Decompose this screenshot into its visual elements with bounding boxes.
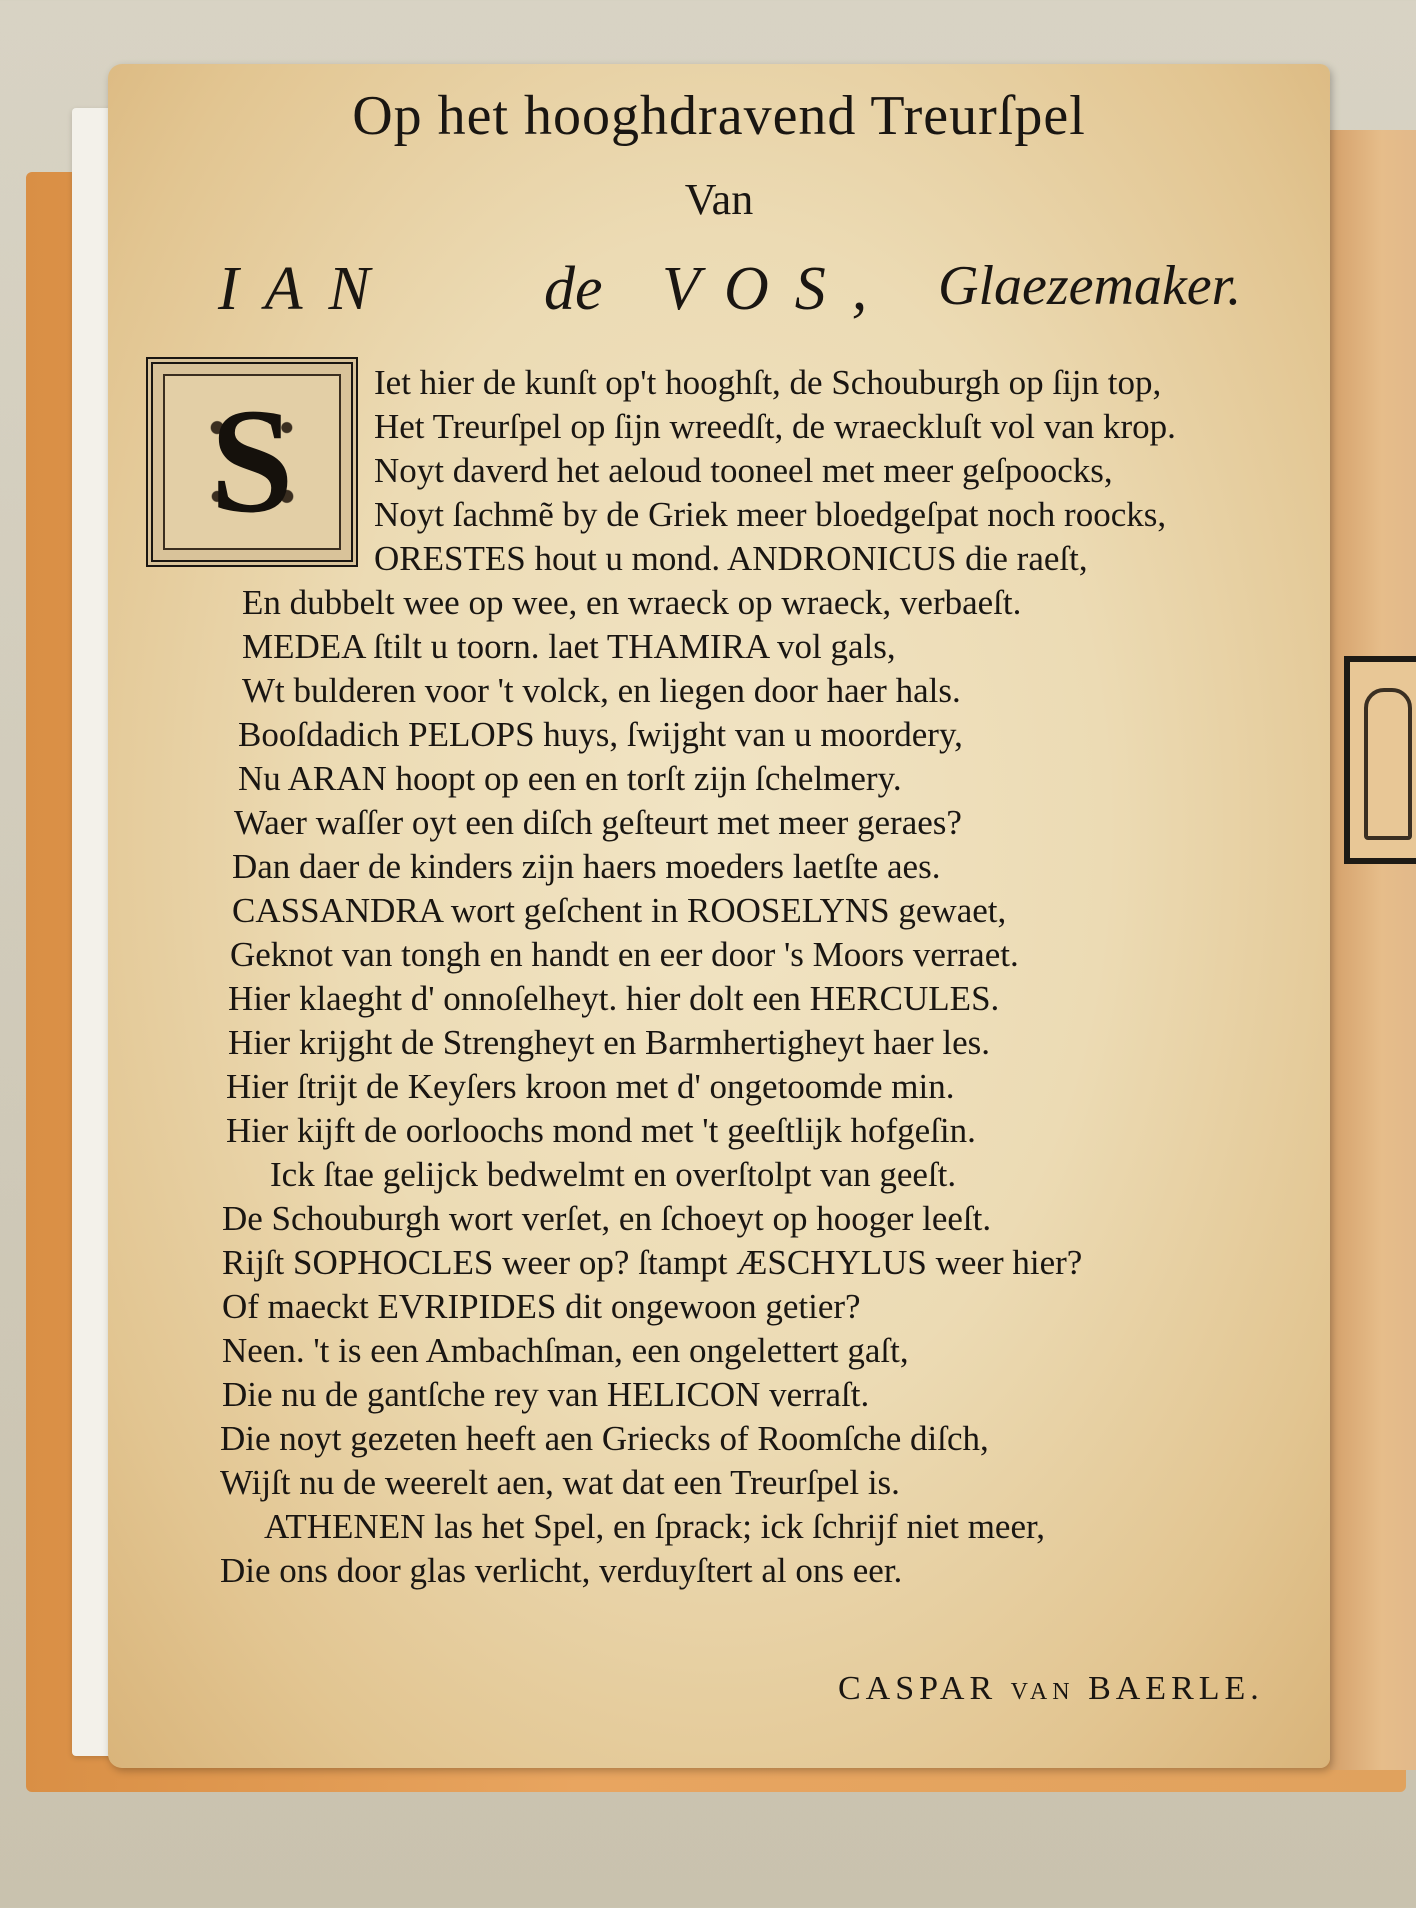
initial-letter: S — [210, 378, 294, 544]
poem-line: Hier krijght de Strengheyt en Barmhertigheyt haer les. — [228, 1023, 990, 1062]
poem-line: Noyt ſachmẽ by de Griek meer bloedgeſpat noch roocks, — [374, 495, 1167, 534]
poem-line: Die nu de gantſche rey van HELICON verraſt. — [222, 1375, 870, 1414]
poem-line: Wt bulderen voor 't volck, en liegen door haer hals. — [242, 671, 961, 710]
poem-line: Of maeckt EVRIPIDES dit ongewoon getier? — [222, 1287, 861, 1326]
poem-line: Noyt daverd het aeloud tooneel met meer geſpoocks, — [374, 451, 1113, 490]
poem-line: ORESTES hout u mond. ANDRONICUS die raeſt, — [374, 539, 1088, 578]
poem-line: ATHENEN las het Spel, en ſprack; ick ſchrijf niet meer, — [264, 1507, 1045, 1546]
poem-line: En dubbelt wee op wee, en wraeck op wraeck, verbaeſt. — [242, 583, 1022, 622]
poem-line: De Schouburgh wort verſet, en ſchoeyt op hooger leeſt. — [222, 1199, 992, 1238]
poem-line: Wijſt nu de weerelt aen, wat dat een Treurſpel is. — [220, 1463, 900, 1502]
page-subtitle-van: Van — [684, 175, 754, 224]
facing-page — [1330, 130, 1416, 1770]
poem-line: Het Treurſpel op ſijn wreedſt, de wraeckluſt vol van krop. — [374, 407, 1176, 446]
poem-line: Waer waſſer oyt een diſch geſteurt met meer geraes? — [234, 803, 962, 842]
author-part-4: Glaezemaker. — [938, 255, 1242, 317]
poem-line: Iet hier de kunſt op't hooghſt, de Schouburgh op ſijn top, — [374, 363, 1162, 402]
poem-line: Die noyt gezeten heeft aen Griecks of Roomſche diſch, — [220, 1419, 989, 1458]
poem-line: Die ons door glas verlicht, verduyſtert al ons eer. — [220, 1551, 903, 1590]
poem-line: Booſdadich PELOPS huys, ſwijght van u moordery, — [238, 715, 963, 754]
book-page — [108, 64, 1330, 1768]
poem-line: Geknot van tongh en handt en eer door 's Moors verraet. — [230, 935, 1019, 974]
poem-line: Rijſt SOPHOCLES weer op? ſtampt ÆSCHYLUS weer hier? — [222, 1243, 1083, 1282]
decorated-initial — [146, 357, 358, 567]
author-part-2: de — [544, 255, 603, 323]
author-line — [218, 254, 1242, 344]
poem-line: Ick ſtae gelijck bedwelmt en overſtolpt van geeſt. — [270, 1155, 957, 1194]
poem-line: Nu ARAN hoopt op een en torſt zijn ſchelmery. — [238, 759, 902, 798]
signature: CASPAR van BAERLE. — [838, 1670, 1264, 1707]
author-part-1: IAN — [218, 255, 396, 323]
facing-initial-ornament — [1344, 656, 1416, 864]
poem-line: Hier kijft de oorloochs mond met 't geeſtlijk hofgeſin. — [226, 1111, 976, 1150]
poem-line: MEDEA ſtilt u toorn. laet THAMIRA vol gals, — [242, 627, 896, 666]
poem-line: Dan daer de kinders zijn haers moeders laetſte aes. — [232, 847, 941, 886]
author-part-3: VOS, — [662, 255, 894, 323]
poem-line: Hier klaeght d' onnoſelheyt. hier dolt een HERCULES. — [228, 979, 1000, 1018]
page-title: Op het hooghdravend Treurſpel — [352, 85, 1086, 147]
poem-line: Hier ſtrijt de Keyſers kroon met d' ongetoomde min. — [226, 1067, 955, 1106]
poem-line: Neen. 't is een Ambachſman, een ongelettert gaſt, — [222, 1331, 909, 1370]
poem-line: CASSANDRA wort geſchent in ROOSELYNS gewaet, — [232, 891, 1007, 930]
